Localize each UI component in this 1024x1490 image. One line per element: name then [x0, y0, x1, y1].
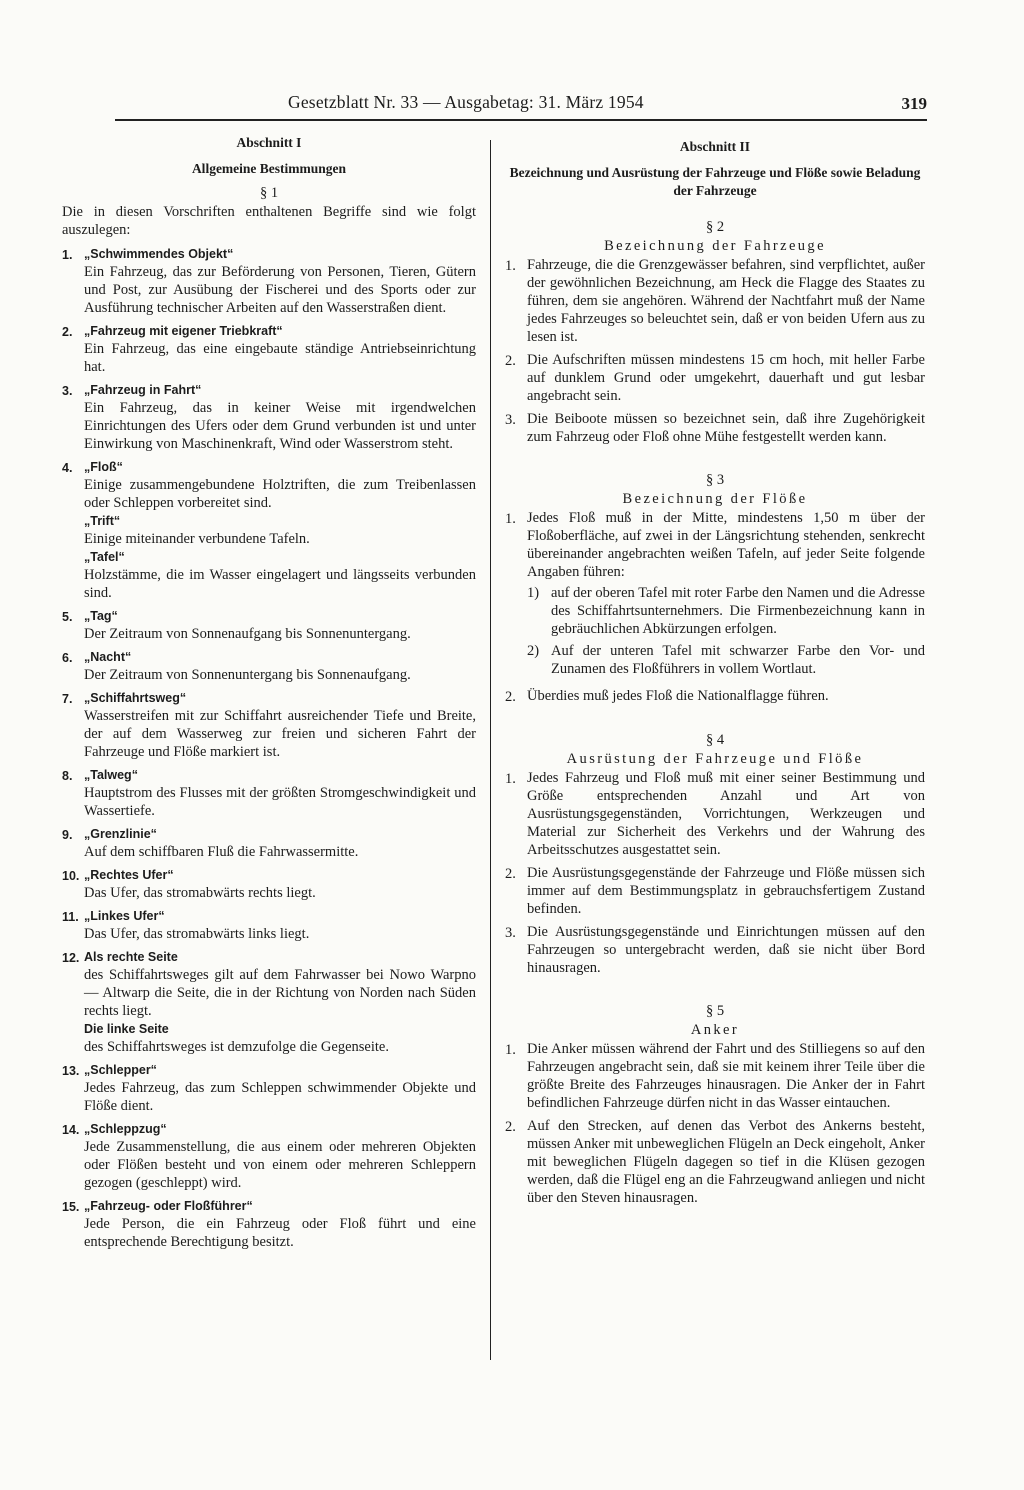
term: „Fahrzeug mit eigener Triebkraft“ — [84, 324, 283, 338]
item-number: 2. — [505, 1119, 516, 1135]
definition-item — [62, 1061, 476, 1115]
term: „Fahrzeug- oder Floßführer“ — [84, 1199, 253, 1213]
definition-item — [62, 322, 476, 376]
item-number: 3. — [505, 925, 516, 941]
left-column — [62, 134, 476, 1256]
item-number: 9. — [62, 828, 73, 842]
rule-text: Auf den Strecken, auf denen das Verbot des Ankerns besteht, müssen Anker mit unbeweglichen Flügeln an Deck eingeholt, Anker mit beweglichen Flügeln dagegen so tief in die Klüsen gezogen werden, daß die Flügel eng an die Fahrzeugwand anliegen und nicht über den Steven hinausragen. — [527, 1118, 925, 1206]
term: „Schlepper“ — [84, 1063, 157, 1077]
term: „Tag“ — [84, 609, 118, 623]
definition: des Schiffahrtsweges ist demzufolge die Gegenseite. — [84, 1039, 389, 1055]
item-number: 2. — [505, 353, 516, 369]
term: „Linkes Ufer“ — [84, 909, 165, 923]
rule-item — [505, 687, 925, 706]
rule-text: Jedes Floß muß in der Mitte, mindestens 1,50 m über der Floßoberfläche, auf zwei in der Längsrichtung stehenden, senkrecht übereinander angebrachten weißen Tafeln, auf jeder Seite folgende Angaben führen: — [527, 510, 925, 580]
definition: Das Ufer, das stromabwärts links liegt. — [84, 926, 310, 942]
rule-text: Überdies muß jedes Floß die Nationalflagge führen. — [527, 688, 829, 704]
section-heading: Abschnitt II — [679, 139, 751, 154]
term: Als rechte Seite — [84, 950, 178, 964]
right-column — [505, 134, 925, 1212]
definition-item — [62, 607, 476, 643]
term: „Tafel“ — [84, 550, 125, 564]
definition: Ein Fahrzeug, das zur Beförderung von Personen, Tieren, Gütern und Post, zur Ausübung der Fischerei und des Sports oder zur Ausführung technischer Arbeiten auf den Wasserstraßen dient. — [84, 264, 476, 316]
section-heading: Abschnitt I — [236, 135, 302, 150]
term: „Fahrzeug in Fahrt“ — [84, 383, 202, 397]
paragraph-title: Anker — [690, 1022, 740, 1038]
rule-item — [505, 769, 925, 859]
column-divider — [490, 140, 491, 1360]
item-number: 11. — [62, 910, 79, 924]
item-number: 8. — [62, 769, 73, 783]
item-number: 12. — [62, 951, 80, 965]
definition: Wasserstreifen mit zur Schiffahrt ausreichender Tiefe und Breite, der auf dem Wasserweg zur freien und sicheren Fahrt der Fahrzeuge und Flöße markiert ist. — [84, 708, 476, 760]
rule-text: Die Beiboote müssen so bezeichnet sein, daß ihre Zugehörigkeit zum Fahrzeug oder Floß ohne Mühe festgestellt werden kann. — [527, 411, 925, 445]
definition-item — [62, 825, 476, 861]
paragraph-sign: § 4 — [705, 732, 725, 748]
paragraph-sign: § 3 — [705, 472, 725, 488]
item-number: 5. — [62, 610, 73, 624]
term: „Floß“ — [84, 460, 123, 474]
definition: Holzstämme, die im Wasser eingelagert und längsseits verbunden sind. — [84, 567, 476, 601]
item-number: 3. — [62, 384, 73, 398]
gazette-title: Gesetzblatt Nr. 33 — Ausgabetag: 31. März 1954 — [288, 92, 644, 112]
definition: Ein Fahrzeug, das in keiner Weise mit irgendwelchen Einrichtungen des Ufers oder dem Grund verbunden ist und unter Einwirkung von Maschinenkraft, Wind oder Wasserstrom steht. — [84, 400, 476, 452]
item-number: 1. — [62, 248, 73, 262]
item-number: 1. — [505, 511, 516, 527]
rule-item — [505, 410, 925, 446]
item-number: 13. — [62, 1064, 80, 1078]
definition-item — [62, 1120, 476, 1192]
definition-item — [62, 907, 476, 943]
paragraph-title: Bezeichnung der Flöße — [622, 491, 808, 507]
term: Die linke Seite — [84, 1022, 169, 1036]
item-number: 10. — [62, 869, 80, 883]
header-rule — [115, 119, 927, 121]
definition-item — [62, 766, 476, 820]
term: „Schleppzug“ — [84, 1122, 167, 1136]
term: „Schwimmendes Objekt“ — [84, 247, 234, 261]
sub-item — [527, 642, 925, 678]
rule-text: Die Anker müssen während der Fahrt und des Stilliegens so auf den Fahrzeugen angebracht sein, daß sie mit keinem ihrer Teile über die größte Breite des Fahrzeuges hinausragen. Die Anker der in Fahrt befindlichen Fahrzeuge dürfen nicht in das Wasser eintauchen. — [527, 1041, 925, 1111]
term: „Grenzlinie“ — [84, 827, 157, 841]
definition-item — [62, 381, 476, 453]
intro-text: Die in diesen Vorschriften enthaltenen Begriffe sind wie folgt auszulegen: — [62, 204, 476, 238]
item-number: 15. — [62, 1200, 80, 1214]
rule-text: Die Aufschriften müssen mindestens 15 cm hoch, mit heller Farbe auf dunklem Grund oder umgekehrt, dauerhaft und gut lesbar angebracht sein. — [527, 352, 925, 404]
sub-item — [527, 584, 925, 638]
rule-item — [505, 256, 925, 346]
definition-item — [62, 648, 476, 684]
rule-item — [505, 509, 925, 682]
definition-item — [62, 1197, 476, 1251]
term: „Talweg“ — [84, 768, 138, 782]
definition: Jede Person, die ein Fahrzeug oder Floß führt und eine entsprechende Berechtigung besitzt. — [84, 1216, 476, 1250]
item-number: 7. — [62, 692, 73, 706]
sub-item-text: Auf der unteren Tafel mit schwarzer Farbe den Vor- und Zunamen des Floßführers in vollem Wortlaut. — [551, 643, 925, 677]
term: „Rechtes Ufer“ — [84, 868, 174, 882]
definition: Einige zusammengebundene Holztriften, die zum Treibenlassen oder Schleppen vorbereitet sind. — [84, 477, 476, 511]
definition-item — [62, 245, 476, 317]
rule-item — [505, 1040, 925, 1112]
item-number: 1. — [505, 771, 516, 787]
paragraph-sign: § 1 — [259, 185, 279, 201]
item-number: 14. — [62, 1123, 80, 1137]
rule-item — [505, 923, 925, 977]
item-number: 2. — [505, 689, 516, 705]
definition: Der Zeitraum von Sonnenaufgang bis Sonnenuntergang. — [84, 626, 411, 642]
definition: Einige miteinander verbundene Tafeln. — [84, 531, 310, 547]
rule-text: Jedes Fahrzeug und Floß muß mit einer seiner Bestimmung und Größe entsprechenden Anzahl und Art von Ausrüstungsgegenständen, Vorrichtungen, Werkzeugen und Material zur Sicherheit des Verkehrs und der Wahrung des Arbeitsschutzes ausgestattet sein. — [527, 770, 925, 858]
item-number: 3. — [505, 412, 516, 428]
item-number: 1. — [505, 258, 516, 274]
definition-item — [62, 948, 476, 1056]
term: „Trift“ — [84, 514, 121, 528]
definition-item — [62, 458, 476, 602]
definition: Hauptstrom des Flusses mit der größten Stromgeschwindigkeit und Wassertiefe. — [84, 785, 476, 819]
rule-text: Fahrzeuge, die die Grenzgewässer befahren, sind verpflichtet, außer der gewöhnlichen Bezeichnung, am Heck die Flagge des Staates zu führen, dem sie angehören. Während der Nachtfahrt muß der Name jedes Fahrzeuges so beleuchtet sein, daß er von beiden Ufern aus zu lesen ist. — [527, 257, 925, 345]
term: „Nacht“ — [84, 650, 132, 664]
paragraph-title: Ausrüstung der Fahrzeuge und Flöße — [566, 751, 864, 767]
definition: Der Zeitraum von Sonnenuntergang bis Sonnenaufgang. — [84, 667, 411, 683]
definition: Das Ufer, das stromabwärts rechts liegt. — [84, 885, 316, 901]
definition-item — [62, 866, 476, 902]
rule-item — [505, 864, 925, 918]
definition: Auf dem schiffbaren Fluß die Fahrwassermitte. — [84, 844, 359, 860]
definition: des Schiffahrtsweges gilt auf dem Fahrwasser bei Nowo Warpno — Altwarp die Seite, die in der Richtung von Norden nach Süden rechts liegt. — [84, 967, 476, 1019]
definition: Jedes Fahrzeug, das zum Schleppen schwimmender Objekte und Flöße dient. — [84, 1080, 476, 1114]
sub-item-number: 2) — [527, 643, 540, 659]
rule-item — [505, 351, 925, 405]
paragraph-sign: § 2 — [705, 219, 725, 235]
term: „Schiffahrtsweg“ — [84, 691, 187, 705]
paragraph-title: Bezeichnung der Fahrzeuge — [604, 238, 826, 254]
section-subheading: Allgemeine Bestimmungen — [191, 161, 347, 176]
rule-text: Die Ausrüstungsgegenstände und Einrichtungen müssen auf den Fahrzeugen so untergebracht werden, daß sie nicht über Bord hinausragen. — [527, 924, 925, 976]
item-number: 2. — [505, 866, 516, 882]
definition-item — [62, 689, 476, 761]
sub-item-text: auf der oberen Tafel mit roter Farbe den Namen und die Adresse des Schiffahrtsunternehmers. Die Firmenbezeichnung kann in gebräuchlichen Abkürzungen erfolgen. — [551, 585, 925, 637]
item-number: 4. — [62, 461, 73, 475]
rule-text: Die Ausrüstungsgegenstände der Fahrzeuge und Flöße müssen sich immer auf dem Bestimmungsplatz in gebrauchsfertigem Zustand befinden. — [527, 865, 925, 917]
definition: Ein Fahrzeug, das eine eingebaute ständige Antriebseinrichtung hat. — [84, 341, 476, 375]
page-header — [115, 92, 927, 120]
rule-item — [505, 1117, 925, 1207]
section-subheading: Bezeichnung und Ausrüstung der Fahrzeuge und Flöße sowie Beladung der Fahrzeuge — [509, 165, 921, 198]
item-number: 6. — [62, 651, 73, 665]
item-number: 1. — [505, 1042, 516, 1058]
definition: Jede Zusammenstellung, die aus einem oder mehreren Objekten oder Flößen besteht und von einem oder mehreren Schleppern gezogen (geschleppt) wird. — [84, 1139, 476, 1191]
page-number: 319 — [901, 94, 927, 113]
item-number: 2. — [62, 325, 73, 339]
paragraph-sign: § 5 — [705, 1003, 725, 1019]
sub-item-number: 1) — [527, 585, 540, 601]
